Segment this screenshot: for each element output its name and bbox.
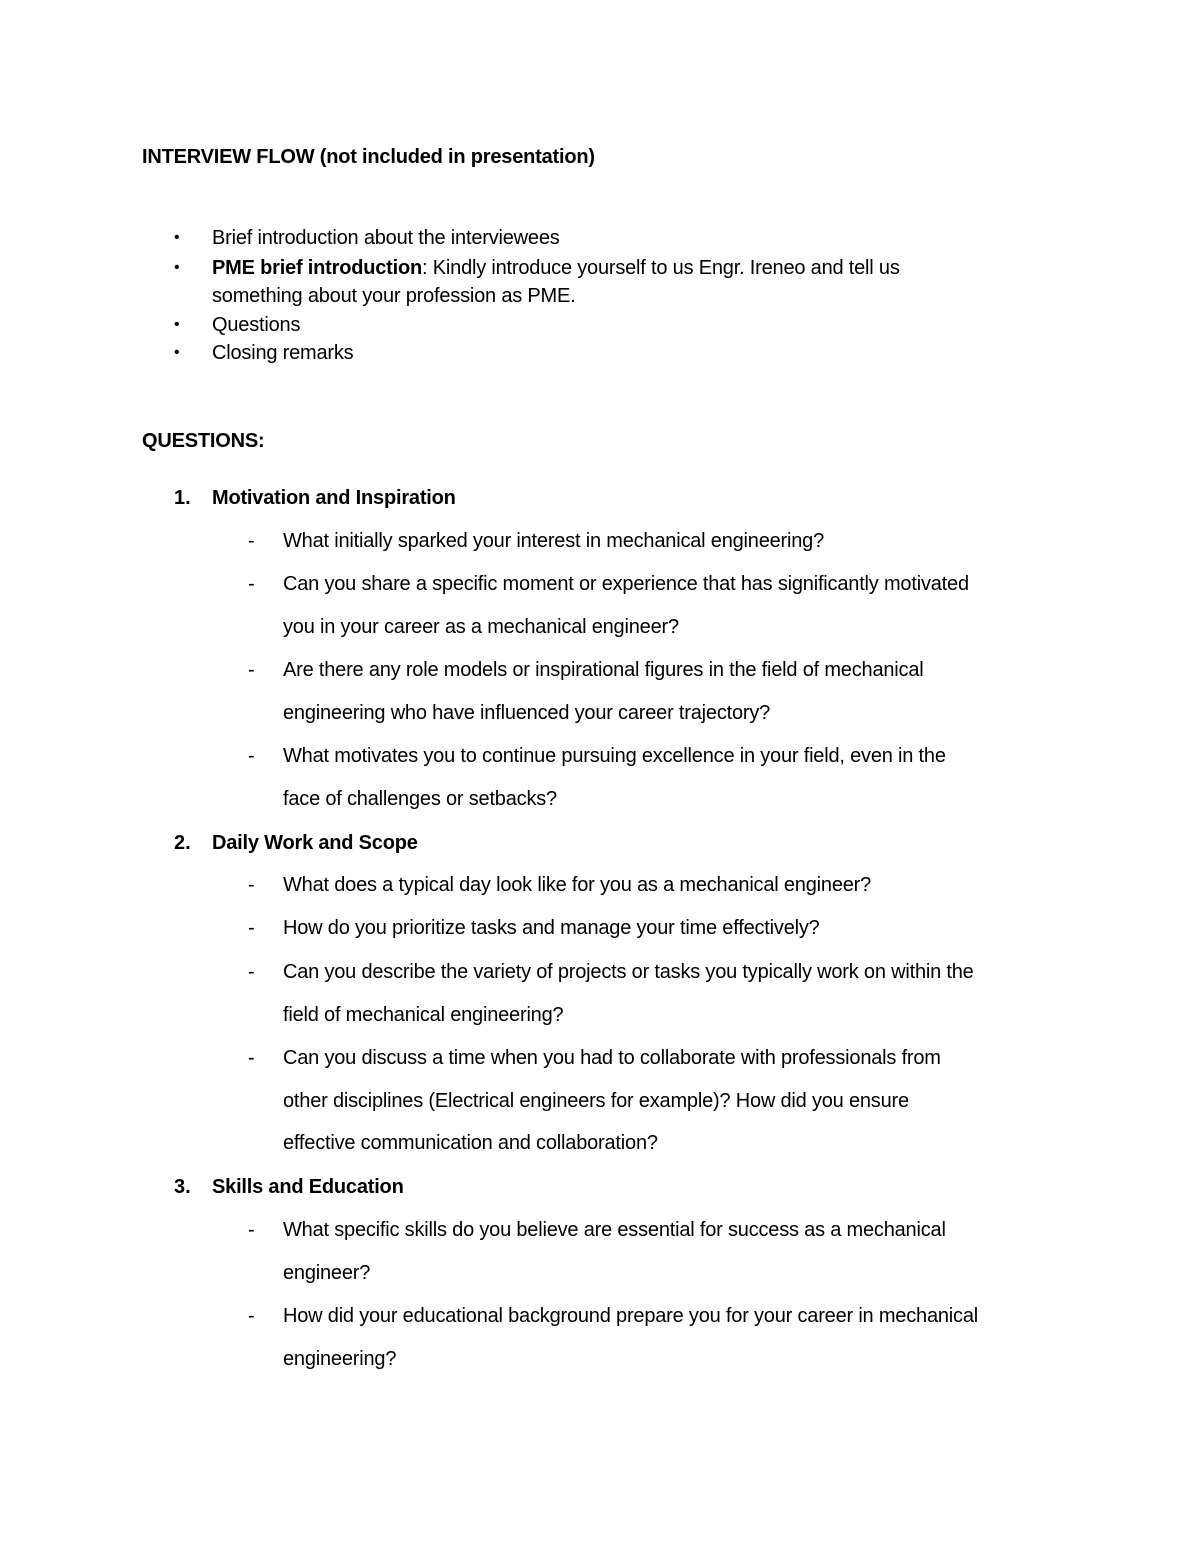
flow-item (212, 255, 900, 281)
question-line: Can you share a specific moment or experience that has significantly motivated (283, 573, 969, 595)
questions-heading: QUESTIONS: (142, 430, 265, 452)
section-number: 1. (174, 487, 191, 509)
dash-icon: - (248, 1047, 255, 1069)
dash-icon: - (248, 917, 255, 939)
question-line: you in your career as a mechanical engineer? (283, 616, 679, 638)
bullet-icon: • (174, 316, 180, 333)
section-title: Skills and Education (212, 1176, 404, 1198)
section-title: Daily Work and Scope (212, 832, 418, 854)
flow-item-text: : Kindly introduce yourself to us Engr. Ireneo and tell us (422, 257, 900, 279)
flow-item: Brief introduction about the interviewees (212, 227, 560, 249)
dash-icon: - (248, 530, 255, 552)
bullet-icon: • (174, 229, 180, 246)
dash-icon: - (248, 659, 255, 681)
dash-icon: - (248, 1305, 255, 1327)
section-number: 3. (174, 1176, 191, 1198)
bullet-icon: • (174, 259, 180, 276)
question-line: Are there any role models or inspirational figures in the field of mechanical (283, 659, 924, 681)
flow-item-label: PME brief introduction (212, 257, 423, 279)
flow-item: Questions (212, 314, 301, 336)
section-title: Motivation and Inspiration (212, 487, 456, 509)
dash-icon: - (248, 1219, 255, 1241)
question-line: How did your educational background prepare you for your career in mechanical (283, 1305, 979, 1327)
flow-item: Closing remarks (212, 342, 354, 364)
dash-icon: - (248, 573, 255, 595)
question-line: engineer? (283, 1262, 371, 1284)
section-number: 2. (174, 832, 191, 854)
dash-icon: - (248, 745, 255, 767)
question-line: What initially sparked your interest in mechanical engineering? (283, 530, 825, 552)
question-line: What motivates you to continue pursuing excellence in your field, even in the (283, 745, 946, 767)
question-line: engineering who have influenced your career trajectory? (283, 702, 771, 724)
page-title: INTERVIEW FLOW (not included in presentation) (142, 146, 595, 168)
dash-icon: - (248, 961, 255, 983)
question-line: engineering? (283, 1348, 397, 1370)
question-line: How do you prioritize tasks and manage your time effectively? (283, 917, 820, 939)
question-line: Can you describe the variety of projects or tasks you typically work on within the (283, 961, 974, 983)
dash-icon: - (248, 874, 255, 896)
question-line: field of mechanical engineering? (283, 1004, 564, 1026)
question-line: face of challenges or setbacks? (283, 788, 557, 810)
flow-item-continuation: something about your profession as PME. (212, 285, 576, 307)
question-line: effective communication and collaboration? (283, 1132, 658, 1154)
bullet-icon: • (174, 344, 180, 361)
question-line: Can you discuss a time when you had to collaborate with professionals from (283, 1047, 941, 1069)
question-line: What does a typical day look like for you as a mechanical engineer? (283, 874, 872, 896)
question-line: other disciplines (Electrical engineers for example)? How did you ensure (283, 1090, 909, 1112)
question-line: What specific skills do you believe are essential for success as a mechanical (283, 1219, 946, 1241)
